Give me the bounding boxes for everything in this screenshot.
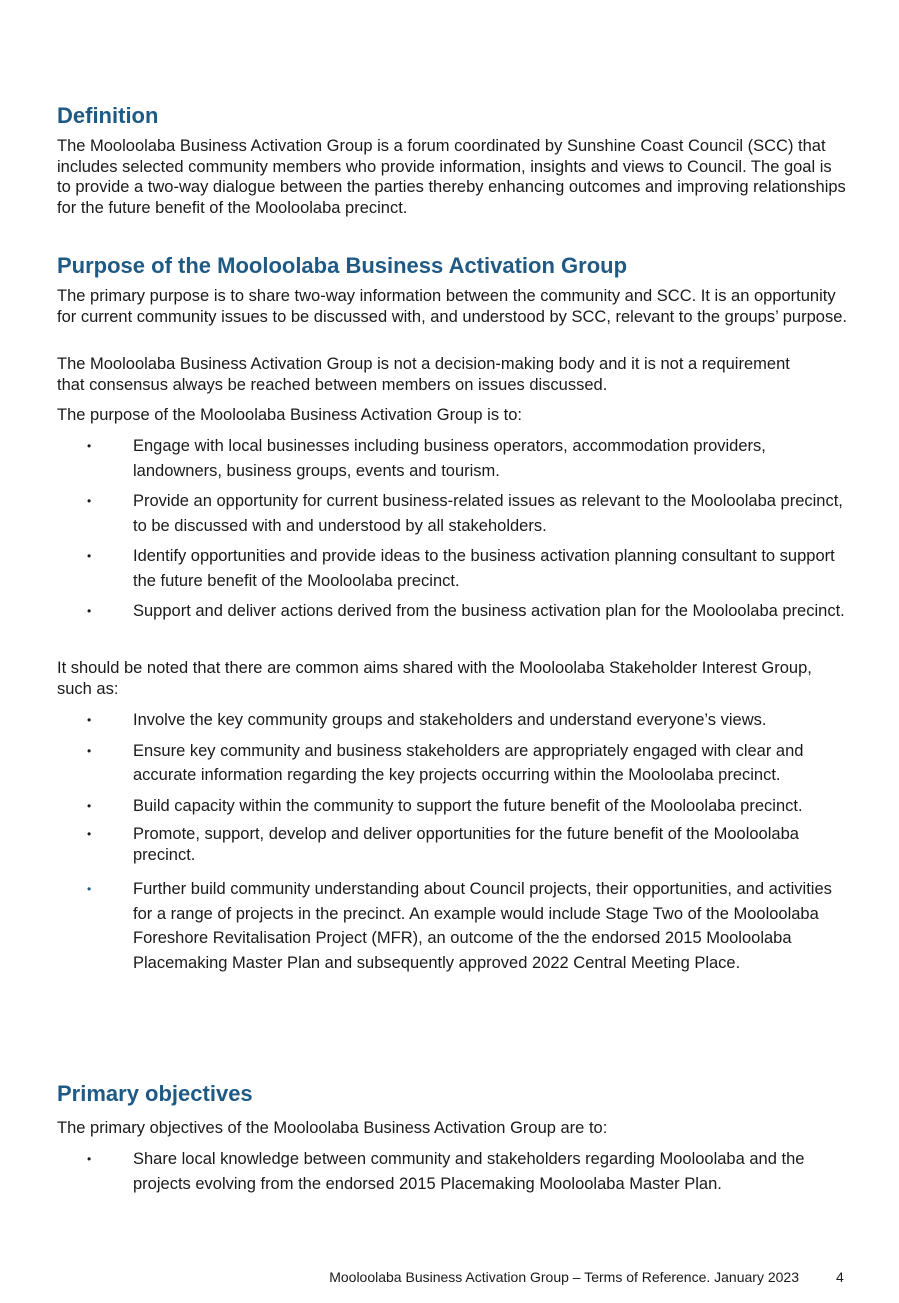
list-item bbox=[57, 434, 847, 483]
list-item-text: Engage with local businesses including business operators, accommodation providers, landowners, business groups, events and tourism. bbox=[133, 437, 766, 480]
objectives-bullet-list bbox=[57, 1147, 847, 1196]
list-item-text: Share local knowledge between community and stakeholders regarding Mooloolaba and the projects evolving from the endorsed 2015 Placemaking Mooloolaba Master Plan. bbox=[133, 1150, 805, 1193]
purpose-paragraph-2: The Mooloolaba Business Activation Group is not a decision-making body and it is not a requirement that consensus always be reached between members on issues discussed. bbox=[57, 355, 790, 394]
list-item bbox=[57, 708, 847, 733]
definition-heading: Definition bbox=[57, 103, 159, 128]
bullet-marker: • bbox=[87, 1152, 92, 1166]
list-item-text: Support and deliver actions derived from the business activation plan for the Mooloolaba precinct. bbox=[133, 602, 845, 620]
bullet-marker: • bbox=[87, 743, 92, 758]
purpose-heading: Purpose of the Mooloolaba Business Activation Group bbox=[57, 253, 628, 278]
bullet-marker: • bbox=[87, 827, 92, 841]
list-item-text: Involve the key community groups and stakeholders and understand everyone’s views. bbox=[133, 711, 767, 729]
objectives-intro: The primary objectives of the Mooloolaba Business Activation Group are to: bbox=[57, 1119, 608, 1137]
list-item bbox=[57, 1147, 847, 1196]
list-item bbox=[57, 739, 847, 788]
objectives-heading: Primary objectives bbox=[57, 1081, 253, 1106]
list-item-text: Build capacity within the community to support the future benefit of the Mooloolaba precinct. bbox=[133, 796, 803, 815]
list-item bbox=[57, 489, 847, 538]
footer-title: Mooloolaba Business Activation Group – Terms of Reference. January 2023 bbox=[329, 1269, 799, 1285]
bullet-marker: • bbox=[87, 604, 92, 618]
purpose-paragraph-1: The primary purpose is to share two-way information between the community and SCC. It is an opportunity for current community issues to be discussed with, and understood by SCC, relevant to the groups’ purpose. bbox=[57, 287, 847, 326]
bullet-marker: • bbox=[87, 882, 92, 896]
list-item bbox=[57, 794, 847, 819]
list-item-text: Provide an opportunity for current business-related issues as relevant to the Mooloolaba precinct, to be discussed with and understood by all stakeholders. bbox=[133, 492, 843, 535]
bullet-marker: • bbox=[87, 439, 92, 453]
purpose-paragraph-4: It should be noted that there are common aims shared with the Mooloolaba Stakeholder Interest Group, such as: bbox=[57, 659, 812, 698]
purpose-paragraph-3: The purpose of the Mooloolaba Business Activation Group is to: bbox=[57, 406, 523, 424]
list-item bbox=[57, 599, 847, 624]
list-item bbox=[57, 824, 847, 866]
list-item bbox=[57, 877, 847, 975]
list-item-text: Ensure key community and business stakeholders are appropriately engaged with clear and accurate information regarding the key projects occurring within the Mooloolaba precinct. bbox=[133, 741, 804, 784]
bullet-marker: • bbox=[87, 549, 92, 563]
page-number: 4 bbox=[836, 1269, 844, 1285]
definition-body: The Mooloolaba Business Activation Group is a forum coordinated by Sunshine Coast Council (SCC) that includes selected community members who provide information, insights and views to Council. The goal is to provide a two-way dialogue between the parties thereby enhancing outcomes and improving relationships for the future benefit of the Mooloolaba precinct. bbox=[57, 137, 846, 217]
list-item bbox=[57, 544, 847, 593]
aims-bullet-list bbox=[57, 708, 847, 975]
bullet-marker: • bbox=[87, 494, 92, 508]
list-item-text: Promote, support, develop and deliver opportunities for the future benefit of the Mooloolaba precinct. bbox=[133, 825, 799, 864]
purpose-bullet-list bbox=[57, 434, 847, 624]
list-item-text: Further build community understanding about Council projects, their opportunities, and activities for a range of projects in the precinct. An example would include Stage Two of the Mooloolaba Foreshore Revitalisation Project (MFR), an outcome of the the endorsed 2015 Mooloolaba Placemaking Master Plan and subsequently approved 2022 Central Meeting Place. bbox=[133, 880, 832, 972]
bullet-marker: • bbox=[87, 798, 92, 813]
list-item-text: Identify opportunities and provide ideas to the business activation planning consultant to support the future benefit of the Mooloolaba precinct. bbox=[133, 547, 835, 590]
bullet-marker: • bbox=[87, 713, 92, 727]
